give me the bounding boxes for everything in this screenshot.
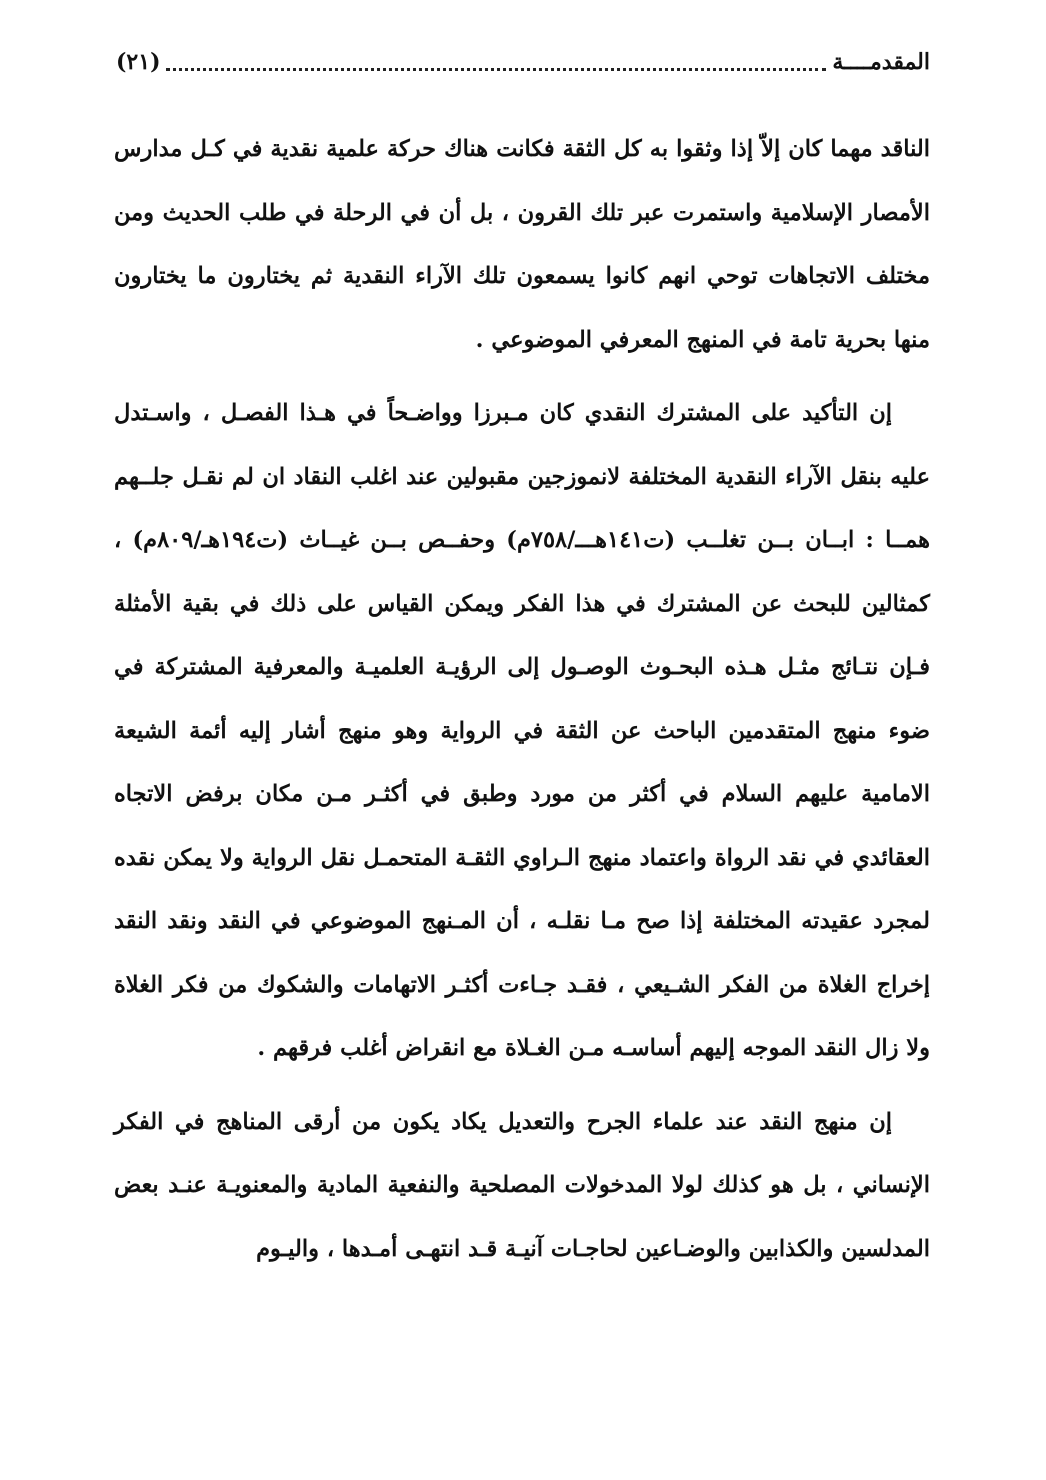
body-text: [114, 118, 930, 1281]
paragraph: إن التأكيد على المشترك النقدي كان مـبرزا وواضـحاً في هـذا الفصـل ، واسـتدل عليه بنقل الآراء النقدية المختلفة لانموزجين مقبولين عند اغلب النقاد ان لم نقـل جلــهم همــا : ابــان بــن تغلــب (ت١٤١هـــ/٧٥٨م) وحفــص بــن غيــاث (ت١٩٤هـ/٨٠٩م) ، كمثالين للبحث عن المشترك في هذا الفكر ويمكن القياس على ذلك في بقية الأمثلة فـإن نتـائج مثـل هـذه البحـوث الوصـول إلى الرؤيـة العلميـة والمعرفية المشتركة في ضوء منهج المتقدمين الباحث عن الثقة في الرواية وهو منهج أشار إليه أئمة الشيعة الامامية عليهم السلام في أكثر من مورد وطبق في أكثـر مـن مكان برفض الاتجاه العقائدي في نقد الرواة واعتماد منهج الـراوي الثقـة المتحمـل نقل الرواية ولا يمكن نقده لمجرد عقيدته المختلفة إذا صح مـا نقلـه ، أن المـنهج الموضوعي في النقد ونقد النقد إخراج الغلاة من الفكر الشـيعي ، فقـد جـاءت أكثـر الاتهامات والشكوك من فكر الغلاة ولا زال النقد الموجه إليهم أساسـه مـن الغـلاة مع انقراض أغلب فرقهم .: [114, 400, 930, 1061]
page-number: (٢١): [116, 49, 161, 75]
running-header: [116, 44, 930, 80]
paragraph-continuation: الناقد مهما كان إلاّ إذا وثقوا به كل الثقة فكانت هناك حركة علمية نقدية في كـل مدارس الأمصار الإسلامية واستمرت عبر تلك القرون ، بل أن في الرحلة في طلب الحديث ومن مختلف الاتجاهات توحي انهم كانوا يسمعون تلك الآراء النقدية ثم يختارون ما يختارون منها بحرية تامة في المنهج المعرفي الموضوعي .: [114, 136, 930, 353]
header-dot-leader: [166, 54, 826, 71]
section-title: المقدمــــة: [832, 49, 930, 75]
paragraph: إن منهج النقد عند علماء الجرح والتعديل يكاد يكون من أرقى المناهج في الفكر الإنساني ، بل هو كذلك لولا المدخولات المصلحية والنفعية المادية والمعنويـة عنـد بعض المدلسين والكذابين والوضـاعين لحاجـات آنيـة قـد انتهـى أمـدها ، واليـوم: [114, 1108, 930, 1262]
